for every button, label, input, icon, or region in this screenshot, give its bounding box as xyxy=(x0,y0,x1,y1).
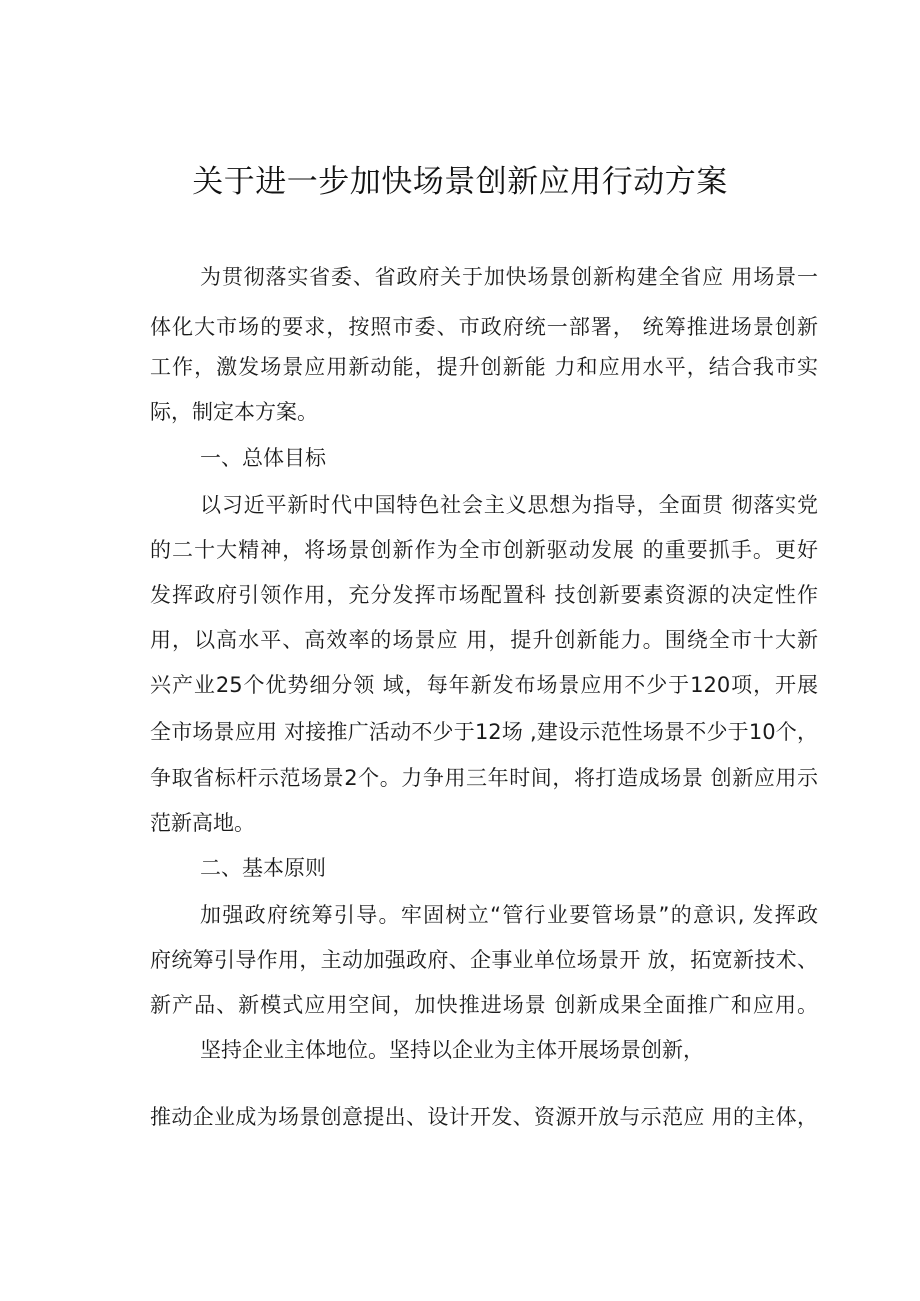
paragraph-line: 发挥政府引领作用，充分发挥市场配置科 技创新要素资源的决定性作 xyxy=(150,583,818,607)
paragraph-line: 兴产业25个优势细分领 域，每年新发布场景应用不少于120项，开展 xyxy=(150,673,818,697)
paragraph-line: 坚持企业主体地位。坚持以企业为主体开展场景创新， xyxy=(200,1038,704,1062)
paragraph-line: 争取省标杆示范场景2个。力争用三年时间，将打造成场景 创新应用示 xyxy=(150,766,818,790)
section-heading: 二、基本原则 xyxy=(200,856,326,880)
section-heading: 一、总体目标 xyxy=(200,446,326,470)
paragraph-line: 用，以高水平、高效率的场景应 用，提升创新能力。围绕全市十大新 xyxy=(150,628,818,652)
paragraph-line: 范新高地。 xyxy=(150,811,255,835)
paragraph-line: 新产品、新模式应用空间，加快推进场景 创新成果全面推广和应用。 xyxy=(150,993,818,1017)
paragraph-line: 工作，激发场景应用新动能，提升创新能 力和应用水平，结合我市实 xyxy=(150,355,818,379)
paragraph-line: 推动企业成为场景创意提出、设计开发、资源开放与示范应 用的主体， xyxy=(150,1105,818,1129)
document-title: 关于进一步加快场景创新应用行动方案 xyxy=(192,164,728,200)
paragraph-line: 以习近平新时代中国特色社会主义思想为指导，全面贯 彻落实党 xyxy=(200,493,818,517)
paragraph-line: 际，制定本方案。 xyxy=(150,400,318,424)
paragraph-line: 加强政府统筹引导。牢固树立“管行业要管场景”的意识, 发挥政 xyxy=(200,903,818,927)
paragraph-line: 府统筹引导作用，主动加强政府、企事业单位场景开 放，拓宽新技术、 xyxy=(150,948,818,972)
paragraph-line: 的二十大精神，将场景创新作为全市创新驱动发展 的重要抓手。更好 xyxy=(150,538,818,562)
paragraph-line: 为贯彻落实省委、省政府关于加快场景创新构建全省应 用场景一 xyxy=(200,265,818,289)
paragraph-line: 体化大市场的要求，按照市委、市政府统一部署， 统筹推进场景创新 xyxy=(150,315,818,339)
paragraph-line: 全市场景应用 对接推广活动不少于12场 ,建设示范性场景不少于10个， xyxy=(150,720,818,744)
